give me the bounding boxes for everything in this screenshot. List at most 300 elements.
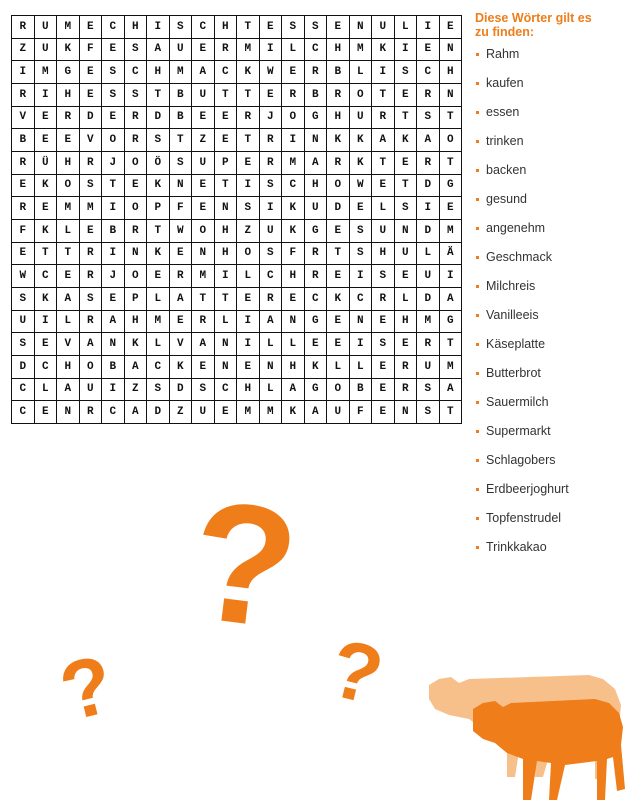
grid-cell[interactable]: O (79, 355, 102, 378)
grid-cell[interactable]: G (304, 310, 327, 333)
grid-cell[interactable]: N (259, 355, 282, 378)
grid-cell[interactable]: E (12, 242, 35, 265)
grid-cell[interactable]: K (124, 333, 147, 356)
grid-cell[interactable]: C (417, 61, 440, 84)
grid-cell[interactable]: E (394, 333, 417, 356)
grid-cell[interactable]: S (394, 197, 417, 220)
grid-cell[interactable]: Z (124, 378, 147, 401)
grid-cell[interactable]: H (372, 242, 395, 265)
grid-cell[interactable]: S (102, 61, 125, 84)
grid-cell[interactable]: T (147, 219, 170, 242)
grid-cell[interactable]: B (304, 83, 327, 106)
grid-cell[interactable]: T (439, 401, 462, 424)
grid-cell[interactable]: A (417, 129, 440, 152)
grid-cell[interactable]: L (34, 378, 57, 401)
grid-cell[interactable]: M (237, 38, 260, 61)
grid-cell[interactable]: F (12, 219, 35, 242)
grid-cell[interactable]: A (372, 129, 395, 152)
grid-cell[interactable]: S (259, 242, 282, 265)
grid-cell[interactable]: A (304, 401, 327, 424)
grid-cell[interactable]: A (192, 61, 215, 84)
grid-cell[interactable]: O (124, 265, 147, 288)
grid-cell[interactable]: I (349, 333, 372, 356)
grid-cell[interactable]: M (169, 61, 192, 84)
grid-cell[interactable]: I (237, 174, 260, 197)
grid-cell[interactable]: E (372, 378, 395, 401)
grid-cell[interactable]: M (147, 310, 170, 333)
grid-cell[interactable]: Z (237, 219, 260, 242)
grid-cell[interactable]: A (57, 287, 80, 310)
grid-cell[interactable]: H (147, 61, 170, 84)
grid-cell[interactable]: U (259, 219, 282, 242)
grid-cell[interactable]: U (394, 242, 417, 265)
grid-cell[interactable]: E (79, 83, 102, 106)
grid-cell[interactable]: K (349, 151, 372, 174)
grid-cell[interactable]: S (79, 174, 102, 197)
grid-cell[interactable]: N (304, 129, 327, 152)
grid-cell[interactable]: B (102, 355, 125, 378)
grid-cell[interactable]: E (439, 197, 462, 220)
grid-cell[interactable]: R (304, 265, 327, 288)
grid-cell[interactable]: O (327, 174, 350, 197)
grid-cell[interactable]: M (439, 355, 462, 378)
grid-cell[interactable]: G (304, 219, 327, 242)
grid-cell[interactable]: N (169, 174, 192, 197)
grid-cell[interactable]: A (439, 287, 462, 310)
grid-cell[interactable]: U (304, 197, 327, 220)
grid-cell[interactable]: H (394, 310, 417, 333)
grid-cell[interactable]: E (79, 16, 102, 39)
grid-cell[interactable]: S (259, 174, 282, 197)
grid-cell[interactable]: K (282, 219, 305, 242)
grid-cell[interactable]: H (327, 38, 350, 61)
grid-cell[interactable]: S (394, 61, 417, 84)
grid-cell[interactable]: P (147, 197, 170, 220)
grid-cell[interactable]: E (192, 106, 215, 129)
grid-cell[interactable]: L (327, 355, 350, 378)
grid-cell[interactable]: N (102, 333, 125, 356)
grid-cell[interactable]: B (102, 219, 125, 242)
grid-cell[interactable]: G (439, 174, 462, 197)
grid-cell[interactable]: L (57, 219, 80, 242)
grid-cell[interactable]: E (34, 333, 57, 356)
grid-cell[interactable]: L (237, 265, 260, 288)
grid-cell[interactable]: R (79, 310, 102, 333)
grid-cell[interactable]: A (439, 378, 462, 401)
grid-cell[interactable]: L (372, 197, 395, 220)
grid-cell[interactable]: R (79, 265, 102, 288)
grid-cell[interactable]: L (282, 38, 305, 61)
grid-cell[interactable]: B (349, 378, 372, 401)
grid-cell[interactable]: C (34, 265, 57, 288)
grid-cell[interactable]: E (259, 16, 282, 39)
grid-cell[interactable]: Ü (34, 151, 57, 174)
grid-cell[interactable]: D (417, 219, 440, 242)
grid-cell[interactable]: I (394, 38, 417, 61)
grid-cell[interactable]: E (214, 401, 237, 424)
grid-cell[interactable]: Z (192, 129, 215, 152)
grid-cell[interactable]: P (124, 287, 147, 310)
grid-cell[interactable]: N (394, 401, 417, 424)
grid-cell[interactable]: I (417, 197, 440, 220)
grid-cell[interactable]: J (102, 265, 125, 288)
grid-cell[interactable]: E (34, 401, 57, 424)
grid-cell[interactable]: A (79, 333, 102, 356)
grid-cell[interactable]: E (439, 16, 462, 39)
grid-cell[interactable]: R (327, 83, 350, 106)
grid-cell[interactable]: R (417, 151, 440, 174)
grid-cell[interactable]: A (102, 310, 125, 333)
grid-cell[interactable]: E (169, 242, 192, 265)
grid-cell[interactable]: U (34, 16, 57, 39)
grid-cell[interactable]: R (372, 106, 395, 129)
grid-cell[interactable]: E (214, 106, 237, 129)
grid-cell[interactable]: S (79, 287, 102, 310)
grid-cell[interactable]: E (79, 61, 102, 84)
grid-cell[interactable]: C (259, 265, 282, 288)
grid-cell[interactable]: H (57, 151, 80, 174)
grid-cell[interactable]: I (282, 129, 305, 152)
grid-cell[interactable]: I (102, 197, 125, 220)
word-search-grid[interactable] (11, 15, 462, 424)
grid-cell[interactable]: L (349, 355, 372, 378)
grid-cell[interactable]: C (34, 355, 57, 378)
grid-cell[interactable]: R (259, 151, 282, 174)
grid-cell[interactable]: I (259, 197, 282, 220)
grid-cell[interactable]: E (304, 333, 327, 356)
grid-cell[interactable]: N (282, 310, 305, 333)
grid-cell[interactable]: E (102, 38, 125, 61)
grid-cell[interactable]: C (214, 378, 237, 401)
grid-cell[interactable]: U (372, 16, 395, 39)
grid-cell[interactable]: O (57, 174, 80, 197)
grid-cell[interactable]: W (169, 219, 192, 242)
grid-cell[interactable]: Z (12, 38, 35, 61)
grid-cell[interactable]: L (417, 242, 440, 265)
grid-cell[interactable]: R (12, 151, 35, 174)
grid-cell[interactable]: T (214, 174, 237, 197)
grid-cell[interactable]: N (214, 333, 237, 356)
grid-cell[interactable]: C (12, 378, 35, 401)
grid-cell[interactable]: R (124, 106, 147, 129)
grid-cell[interactable]: I (237, 333, 260, 356)
grid-cell[interactable]: U (417, 355, 440, 378)
grid-cell[interactable]: T (192, 287, 215, 310)
grid-cell[interactable]: U (12, 310, 35, 333)
grid-cell[interactable]: U (192, 401, 215, 424)
grid-cell[interactable]: E (192, 174, 215, 197)
grid-cell[interactable]: E (327, 310, 350, 333)
grid-cell[interactable]: H (304, 174, 327, 197)
grid-cell[interactable]: Ä (439, 242, 462, 265)
grid-cell[interactable]: N (439, 83, 462, 106)
grid-cell[interactable]: E (327, 333, 350, 356)
grid-cell[interactable]: L (259, 333, 282, 356)
grid-cell[interactable]: S (304, 16, 327, 39)
grid-cell[interactable]: S (12, 287, 35, 310)
grid-cell[interactable]: I (417, 16, 440, 39)
grid-cell[interactable]: C (124, 61, 147, 84)
grid-cell[interactable]: V (12, 106, 35, 129)
grid-cell[interactable]: E (372, 355, 395, 378)
grid-cell[interactable]: S (282, 16, 305, 39)
grid-cell[interactable]: I (12, 61, 35, 84)
grid-cell[interactable]: Z (169, 401, 192, 424)
grid-cell[interactable]: A (124, 355, 147, 378)
grid-cell[interactable]: Ö (147, 151, 170, 174)
grid-cell[interactable]: T (147, 83, 170, 106)
grid-cell[interactable]: C (12, 401, 35, 424)
grid-cell[interactable]: E (394, 151, 417, 174)
grid-cell[interactable]: E (102, 106, 125, 129)
grid-cell[interactable]: S (102, 83, 125, 106)
grid-cell[interactable]: M (417, 310, 440, 333)
grid-cell[interactable]: L (282, 333, 305, 356)
grid-cell[interactable]: M (259, 401, 282, 424)
grid-cell[interactable]: S (417, 401, 440, 424)
grid-cell[interactable]: F (282, 242, 305, 265)
grid-cell[interactable]: E (169, 310, 192, 333)
grid-cell[interactable]: M (79, 197, 102, 220)
grid-cell[interactable]: O (124, 197, 147, 220)
grid-cell[interactable]: V (57, 333, 80, 356)
grid-cell[interactable]: S (169, 151, 192, 174)
grid-cell[interactable]: E (34, 129, 57, 152)
grid-cell[interactable]: T (372, 151, 395, 174)
grid-cell[interactable]: G (439, 310, 462, 333)
grid-cell[interactable]: S (372, 333, 395, 356)
grid-cell[interactable]: S (237, 197, 260, 220)
grid-cell[interactable]: P (214, 151, 237, 174)
grid-cell[interactable]: W (349, 174, 372, 197)
grid-cell[interactable]: E (372, 310, 395, 333)
grid-cell[interactable]: E (124, 174, 147, 197)
grid-cell[interactable]: R (372, 287, 395, 310)
grid-cell[interactable]: E (327, 265, 350, 288)
grid-cell[interactable]: J (102, 151, 125, 174)
grid-cell[interactable]: U (34, 38, 57, 61)
grid-cell[interactable]: S (417, 106, 440, 129)
grid-cell[interactable]: E (192, 197, 215, 220)
grid-cell[interactable]: N (349, 16, 372, 39)
grid-cell[interactable]: K (147, 174, 170, 197)
grid-cell[interactable]: O (349, 83, 372, 106)
grid-cell[interactable]: D (147, 401, 170, 424)
grid-cell[interactable]: H (282, 265, 305, 288)
grid-cell[interactable]: A (282, 378, 305, 401)
grid-cell[interactable]: J (259, 106, 282, 129)
grid-cell[interactable]: E (259, 83, 282, 106)
grid-cell[interactable]: M (282, 151, 305, 174)
grid-cell[interactable]: R (12, 16, 35, 39)
grid-cell[interactable]: U (79, 378, 102, 401)
grid-cell[interactable]: H (57, 355, 80, 378)
grid-cell[interactable]: N (124, 242, 147, 265)
grid-cell[interactable]: N (349, 310, 372, 333)
grid-cell[interactable]: L (57, 310, 80, 333)
grid-cell[interactable]: R (79, 242, 102, 265)
grid-cell[interactable]: T (237, 16, 260, 39)
grid-cell[interactable]: T (57, 242, 80, 265)
grid-cell[interactable]: V (79, 129, 102, 152)
grid-cell[interactable]: K (34, 219, 57, 242)
grid-cell[interactable]: U (192, 151, 215, 174)
grid-cell[interactable]: S (124, 83, 147, 106)
grid-cell[interactable]: K (57, 38, 80, 61)
grid-cell[interactable]: G (57, 61, 80, 84)
grid-cell[interactable]: R (192, 310, 215, 333)
grid-cell[interactable]: E (237, 287, 260, 310)
grid-cell[interactable]: C (214, 61, 237, 84)
grid-cell[interactable]: H (214, 242, 237, 265)
grid-cell[interactable]: N (192, 242, 215, 265)
grid-cell[interactable]: C (147, 355, 170, 378)
grid-cell[interactable]: L (394, 287, 417, 310)
grid-cell[interactable]: K (327, 129, 350, 152)
grid-cell[interactable]: E (372, 401, 395, 424)
grid-cell[interactable]: U (327, 401, 350, 424)
grid-cell[interactable]: M (57, 197, 80, 220)
grid-cell[interactable]: R (304, 61, 327, 84)
grid-cell[interactable]: W (259, 61, 282, 84)
grid-cell[interactable]: T (102, 174, 125, 197)
grid-cell[interactable]: M (57, 16, 80, 39)
grid-cell[interactable]: L (147, 287, 170, 310)
grid-cell[interactable]: R (417, 333, 440, 356)
grid-cell[interactable]: E (394, 83, 417, 106)
grid-cell[interactable]: E (147, 265, 170, 288)
grid-cell[interactable]: E (417, 38, 440, 61)
grid-cell[interactable]: R (237, 106, 260, 129)
grid-cell[interactable]: T (327, 242, 350, 265)
grid-cell[interactable]: I (259, 38, 282, 61)
grid-cell[interactable]: R (304, 242, 327, 265)
grid-cell[interactable]: U (372, 219, 395, 242)
grid-cell[interactable]: R (124, 219, 147, 242)
grid-cell[interactable]: T (439, 333, 462, 356)
grid-cell[interactable]: L (259, 378, 282, 401)
grid-cell[interactable]: E (34, 106, 57, 129)
grid-cell[interactable]: K (147, 242, 170, 265)
grid-cell[interactable]: F (79, 38, 102, 61)
grid-cell[interactable]: T (214, 287, 237, 310)
grid-cell[interactable]: S (349, 219, 372, 242)
grid-cell[interactable]: H (214, 16, 237, 39)
grid-cell[interactable]: E (57, 265, 80, 288)
grid-cell[interactable]: H (439, 61, 462, 84)
grid-cell[interactable]: T (372, 83, 395, 106)
grid-cell[interactable]: E (34, 197, 57, 220)
grid-cell[interactable]: B (169, 83, 192, 106)
grid-cell[interactable]: F (169, 197, 192, 220)
grid-cell[interactable]: K (34, 174, 57, 197)
grid-cell[interactable]: E (192, 355, 215, 378)
grid-cell[interactable]: R (259, 129, 282, 152)
grid-cell[interactable]: L (147, 333, 170, 356)
grid-cell[interactable]: T (394, 106, 417, 129)
grid-cell[interactable]: S (417, 378, 440, 401)
grid-cell[interactable]: E (327, 16, 350, 39)
grid-cell[interactable]: H (282, 355, 305, 378)
grid-cell[interactable]: O (124, 151, 147, 174)
grid-cell[interactable]: E (79, 219, 102, 242)
grid-cell[interactable]: H (214, 219, 237, 242)
grid-cell[interactable]: K (237, 61, 260, 84)
grid-cell[interactable]: S (124, 38, 147, 61)
grid-cell[interactable]: S (147, 378, 170, 401)
grid-cell[interactable]: A (147, 38, 170, 61)
grid-cell[interactable]: T (169, 129, 192, 152)
grid-cell[interactable]: I (102, 242, 125, 265)
grid-cell[interactable]: E (282, 287, 305, 310)
grid-cell[interactable]: N (214, 355, 237, 378)
grid-cell[interactable]: E (214, 129, 237, 152)
grid-cell[interactable]: R (79, 151, 102, 174)
grid-cell[interactable]: U (169, 38, 192, 61)
grid-cell[interactable]: K (349, 129, 372, 152)
grid-cell[interactable]: I (34, 83, 57, 106)
grid-cell[interactable]: H (237, 378, 260, 401)
grid-cell[interactable]: I (349, 265, 372, 288)
grid-cell[interactable]: G (304, 378, 327, 401)
grid-cell[interactable]: A (57, 378, 80, 401)
grid-cell[interactable]: S (12, 333, 35, 356)
grid-cell[interactable]: A (192, 333, 215, 356)
grid-cell[interactable]: I (147, 16, 170, 39)
grid-cell[interactable]: E (394, 265, 417, 288)
grid-cell[interactable]: D (147, 106, 170, 129)
grid-cell[interactable]: E (192, 38, 215, 61)
grid-cell[interactable]: R (214, 38, 237, 61)
grid-cell[interactable]: R (327, 151, 350, 174)
grid-cell[interactable]: L (214, 310, 237, 333)
grid-cell[interactable]: L (394, 16, 417, 39)
grid-cell[interactable]: G (304, 106, 327, 129)
grid-cell[interactable]: H (124, 16, 147, 39)
grid-cell[interactable]: O (282, 106, 305, 129)
grid-cell[interactable]: D (12, 355, 35, 378)
grid-cell[interactable]: A (304, 151, 327, 174)
grid-cell[interactable]: D (417, 174, 440, 197)
grid-cell[interactable]: E (282, 61, 305, 84)
grid-cell[interactable]: B (169, 106, 192, 129)
grid-cell[interactable]: K (394, 129, 417, 152)
grid-cell[interactable]: N (57, 401, 80, 424)
grid-cell[interactable]: S (372, 265, 395, 288)
grid-cell[interactable]: M (349, 38, 372, 61)
grid-cell[interactable]: V (169, 333, 192, 356)
grid-cell[interactable]: T (237, 83, 260, 106)
grid-cell[interactable]: D (417, 287, 440, 310)
grid-cell[interactable]: K (282, 197, 305, 220)
grid-cell[interactable]: E (237, 151, 260, 174)
grid-cell[interactable]: K (327, 287, 350, 310)
grid-cell[interactable]: I (237, 310, 260, 333)
grid-cell[interactable]: M (192, 265, 215, 288)
grid-cell[interactable]: F (349, 401, 372, 424)
grid-cell[interactable]: A (169, 287, 192, 310)
grid-cell[interactable]: S (169, 16, 192, 39)
grid-cell[interactable]: E (102, 287, 125, 310)
grid-cell[interactable]: K (282, 401, 305, 424)
grid-cell[interactable]: H (327, 106, 350, 129)
grid-cell[interactable]: K (34, 287, 57, 310)
grid-cell[interactable]: E (372, 174, 395, 197)
grid-cell[interactable]: H (124, 310, 147, 333)
grid-cell[interactable]: O (439, 129, 462, 152)
grid-cell[interactable]: T (237, 129, 260, 152)
grid-cell[interactable]: K (169, 355, 192, 378)
